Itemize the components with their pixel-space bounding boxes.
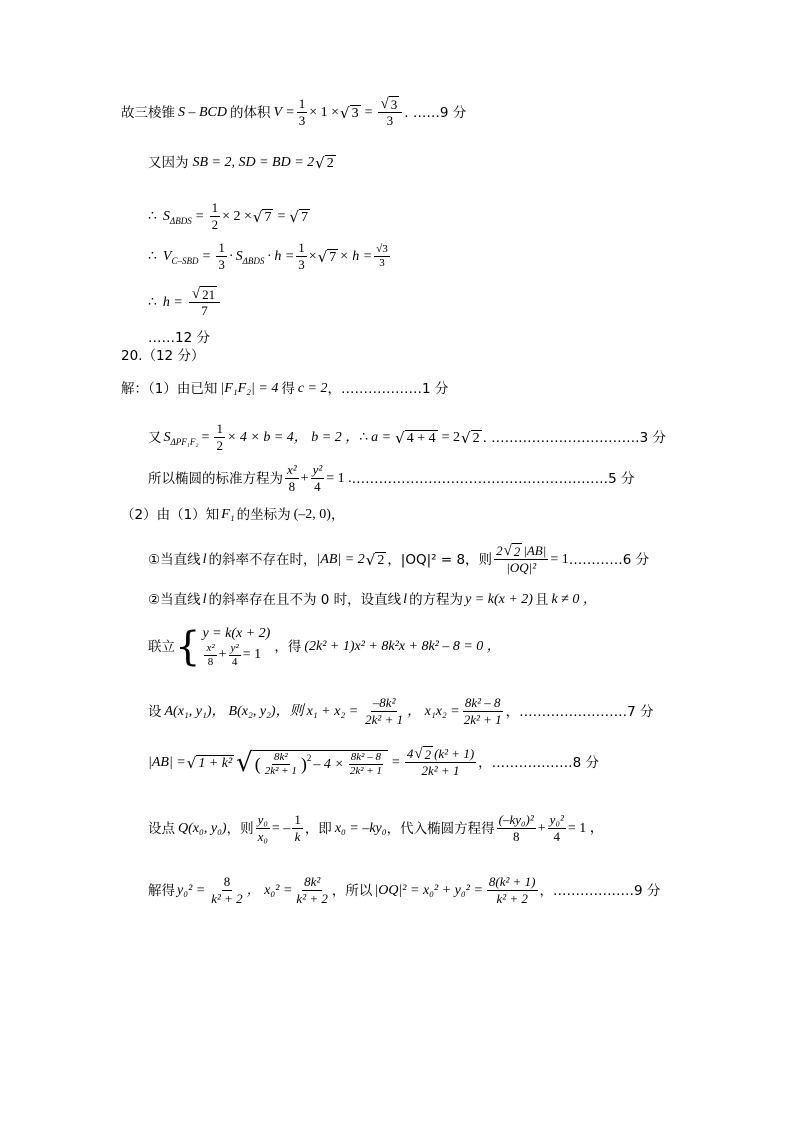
volume-equation-line xyxy=(148,240,392,273)
formula: |OQ|² = x₀² + y₀² = xyxy=(374,882,483,898)
formula: + xyxy=(537,820,546,836)
therefore-symbol: ∴ xyxy=(148,294,157,310)
text: ，代入椭圆方程得 xyxy=(386,820,495,837)
score: ……12 分 xyxy=(148,330,210,346)
therefore-symbol: ∴ xyxy=(359,429,369,445)
formula: · h = xyxy=(267,248,295,264)
subscript: ΔPF₁F₂ xyxy=(170,436,199,447)
text: 故三棱锥 xyxy=(121,104,175,121)
sqrt: √ 7 xyxy=(317,247,337,266)
formula: y = k(x + 2) xyxy=(465,592,533,607)
left-brace: { xyxy=(175,624,201,670)
formula: = 1 xyxy=(550,551,569,567)
score: ，………………8 分 xyxy=(478,754,600,771)
fraction: $\frac{√3}{3}$ xyxy=(376,243,388,269)
sqrt: √ ( $\frac{\text{8k²}}{\text{2k² + 1}}$ ) 2 – 4 × $\frac{\text{8k² – 8}}{\text{2k² + 1}}$ xyxy=(236,748,388,778)
given-line xyxy=(148,153,337,173)
question-number xyxy=(121,346,204,366)
subscript: C–SBD xyxy=(171,255,199,266)
subscript: ΔBDS xyxy=(242,255,265,266)
formula: x₁ + x₂ = xyxy=(306,703,359,719)
formula: a = xyxy=(371,429,392,445)
therefore-symbol: ∴ xyxy=(148,208,157,224)
fraction: $\frac{\text{–8k²}}{\text{2k² + 1}}$ xyxy=(365,695,404,727)
text: ，则 xyxy=(226,820,254,837)
fraction: $\frac{\text{y²}}{4}$ xyxy=(312,462,323,494)
score: …………6 分 xyxy=(568,551,650,568)
equation: $\frac{\text{x²}}{8}$ + $\frac{\text{y²}}{4}$ = 1 xyxy=(206,641,262,668)
chord-length-line xyxy=(148,746,599,779)
formula: |F₁F₂| = 4 xyxy=(220,381,279,396)
case-2-line xyxy=(148,590,597,610)
formula: + xyxy=(300,470,309,486)
system-line xyxy=(148,624,501,670)
formula: = 2 xyxy=(441,429,460,445)
formula: c = 2 xyxy=(297,381,328,396)
fraction: $\frac{\text{y₀²}}{4}$ xyxy=(549,812,564,844)
formula: × 2 × xyxy=(222,208,252,224)
text: 的方程为 xyxy=(409,592,464,608)
volume-line xyxy=(121,96,466,129)
fraction: 2 √ 2 |AB| |OQ|² xyxy=(496,543,547,575)
formula: B(x₂, y₂)，则 xyxy=(228,703,304,719)
text: ①当直线 xyxy=(148,551,201,568)
fraction: 4 √ 2 (k² + 1) 2k² + 1 xyxy=(406,746,475,778)
formula: = 1 ， xyxy=(567,820,604,836)
fraction: $\frac{1}{3}$ xyxy=(298,240,305,272)
text: 且 xyxy=(534,592,549,608)
formula: = xyxy=(391,754,400,770)
formula: h = xyxy=(162,294,183,310)
sqrt: √ 7 xyxy=(289,207,308,226)
formula: ， b = 2 ， xyxy=(293,429,360,445)
formula: ， x₁x₂ = xyxy=(407,703,460,719)
formula: V xyxy=(162,248,172,264)
formula: S xyxy=(162,208,170,224)
formula: × h = xyxy=(339,248,373,264)
formula: S xyxy=(235,248,243,264)
case-1-line xyxy=(148,543,649,576)
question-title: 20.（12 分） xyxy=(121,348,205,364)
equation: y = k(x + 2) xyxy=(202,625,271,641)
point-q-line xyxy=(148,812,604,845)
text: 设点 xyxy=(148,820,175,837)
sqrt: √ 1 + k² xyxy=(186,753,233,772)
formula: F₁ xyxy=(221,507,235,522)
part2-intro xyxy=(121,505,344,525)
text: 设 xyxy=(148,703,162,720)
fraction: $\frac{\text{y₀}}{\text{x₀}}$ xyxy=(257,812,268,844)
formula: S xyxy=(163,429,171,445)
formula: x₀ = –ky₀ xyxy=(334,820,387,836)
answer-line-3 xyxy=(148,462,635,495)
formula: l xyxy=(202,592,207,607)
formula: l xyxy=(202,551,207,567)
text: ，即 xyxy=(304,820,332,837)
score: . ……………………………3 分 xyxy=(482,429,667,446)
formula: · xyxy=(228,248,234,264)
fraction: $\frac{\text{8(k² + 1)}}{\text{k² + 2}}$ xyxy=(488,874,536,906)
formula: k ≠ 0 ， xyxy=(551,592,597,607)
text: 的斜率存在且不为 0 时，设直线 xyxy=(208,592,402,608)
fraction: $\frac{1}{2}$ xyxy=(211,200,219,232)
sqrt: √ 2 xyxy=(315,154,334,172)
formula: y₀² = xyxy=(177,882,206,898)
fraction: $\frac{1}{3}$ xyxy=(218,240,225,272)
sqrt: √ 2 xyxy=(365,550,385,569)
formula: × 4 × b = 4 xyxy=(226,429,294,445)
answer-line-2 xyxy=(148,421,666,454)
text: 的斜率不存在时， xyxy=(208,551,317,568)
formula: |AB| = 2 xyxy=(316,551,365,567)
score: ，……………………7 分 xyxy=(505,703,654,720)
sqrt: √ 7 xyxy=(252,207,272,226)
fraction: $\frac{8}{\text{k² + 2}}$ xyxy=(211,874,243,906)
sqrt: √ 2 xyxy=(461,428,480,447)
formula: SB = 2, SD = BD = 2 xyxy=(192,155,315,170)
score: . ……9 分 xyxy=(404,104,467,121)
text: ，所以 xyxy=(331,882,373,899)
solve-line xyxy=(148,874,660,907)
formula: ， x₀² = xyxy=(246,882,293,898)
text: ，得 xyxy=(274,639,302,655)
formula: = xyxy=(202,248,211,264)
formula: = – xyxy=(271,820,291,836)
formula: = xyxy=(201,429,210,445)
text: 的坐标为 xyxy=(236,507,291,523)
area-line xyxy=(148,200,311,233)
sqrt: √ 3 xyxy=(340,103,359,122)
formula: |AB| = xyxy=(148,754,186,770)
answer-line-1 xyxy=(121,379,448,399)
fraction: $\frac{\text{8k²}}{\text{k² + 2}}$ xyxy=(296,874,328,906)
formula: = 1 . xyxy=(326,470,352,486)
fraction: √ 3 3 xyxy=(378,96,403,129)
fraction: $\frac{\text{x²}}{8}$ xyxy=(287,462,297,494)
text: 联立 xyxy=(148,639,175,655)
formula: l xyxy=(403,592,408,607)
fraction: $\frac{\text{8k² – 8}}{\text{2k² + 1}}$ xyxy=(463,695,502,727)
score: …………………………………………………5 分 xyxy=(351,470,635,487)
text: 所以椭圆的标准方程为 xyxy=(148,470,283,487)
score: ，………………1 分 xyxy=(327,381,449,397)
formula: = xyxy=(364,104,373,120)
text: 解：（1）由已知 xyxy=(121,381,218,397)
fraction: $\frac{1}{2}$ xyxy=(216,421,223,453)
score: ，………………9 分 xyxy=(539,882,661,899)
fraction: $\frac{\text{(–ky₀)²}}{8}$ xyxy=(498,812,534,844)
text: ， xyxy=(330,507,345,523)
text: （2）由（1）知 xyxy=(121,507,220,523)
therefore-symbol: ∴ xyxy=(148,248,157,264)
text: 又因为 xyxy=(148,155,189,171)
height-line xyxy=(148,286,222,319)
formula: Q(x₀, y₀) xyxy=(178,820,227,836)
formula: V = xyxy=(273,104,295,120)
text: ②当直线 xyxy=(148,592,201,608)
formula: = xyxy=(277,208,286,224)
text: 又 xyxy=(148,429,162,446)
score-line xyxy=(148,328,210,348)
text: 得 xyxy=(281,381,295,397)
fraction: $\frac{1}{k}$ xyxy=(294,812,301,844)
fraction: √ 21 7 xyxy=(189,286,220,319)
formula: = xyxy=(195,208,204,224)
formula: A(x₁, y₁)， xyxy=(164,703,226,719)
formula: × xyxy=(308,248,317,264)
fraction: $\frac{1}{3}$ xyxy=(298,96,306,128)
text: 的体积 xyxy=(230,104,271,121)
formula: × 1 × xyxy=(309,104,340,120)
roots-line xyxy=(148,695,654,728)
formula: (2k² + 1)x² + 8k²x + 8k² – 8 = 0 ， xyxy=(304,639,501,654)
text: 解得 xyxy=(148,882,175,899)
formula: (–2, 0) xyxy=(293,507,331,522)
text: ，|OQ|² = 8，则 xyxy=(387,551,493,568)
equation-system xyxy=(202,626,270,669)
sqrt: √ 4 + 4 xyxy=(395,428,436,447)
subscript: ΔBDS xyxy=(169,215,192,226)
solid-name: S – BCD xyxy=(178,104,227,120)
